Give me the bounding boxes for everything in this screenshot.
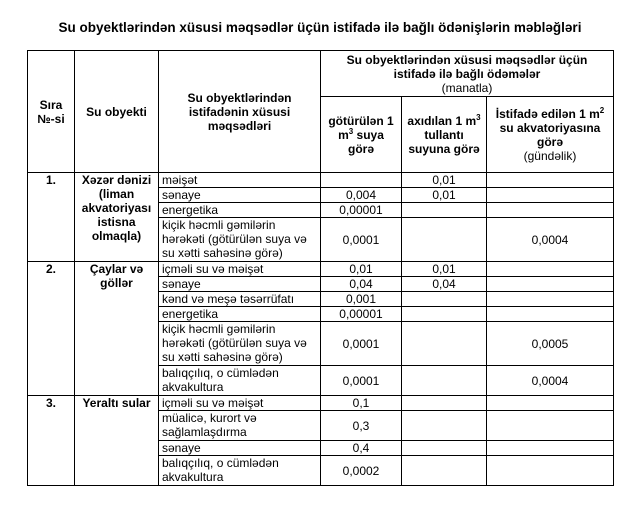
row-number: 3.: [28, 396, 75, 486]
usage-purpose: içməli su və məişət: [159, 262, 321, 277]
intake-fee: 0,00001: [321, 307, 402, 322]
usage-purpose: sənaye: [159, 277, 321, 292]
row-number: 1.: [28, 173, 75, 262]
discharge-fee: [402, 218, 487, 262]
discharge-fee: [402, 411, 487, 441]
discharge-fee: [402, 292, 487, 307]
intake-fee: 0,01: [321, 262, 402, 277]
discharge-fee: 0,04: [402, 277, 487, 292]
intake-fee: 0,3: [321, 411, 402, 441]
header-area: İstifadə edilən 1 $m^2$ su akvatoriyasına görə (gündəlik): [487, 97, 614, 173]
header-water-object: Su obyekti: [75, 51, 159, 173]
water-object: Xəzər dənizi (liman akvatoriyası istisna olmaqla): [75, 173, 159, 262]
area-fee: [487, 262, 614, 277]
intake-fee: 0,1: [321, 396, 402, 411]
area-fee: 0,0004: [487, 366, 614, 396]
header-payments-group: [321, 51, 614, 97]
usage-purpose: energetika: [159, 307, 321, 322]
header-area-daily: (gündəlik): [523, 148, 577, 163]
area-fee: 0,0004: [487, 218, 614, 262]
usage-purpose: kiçik həcmli gəmilərin hərəkəti (götürülən suya və su xətti sahəsinə görə): [159, 322, 321, 366]
intake-fee: 0,04: [321, 277, 402, 292]
usage-purpose: məişət: [159, 173, 321, 188]
area-fee: [487, 292, 614, 307]
header-intake: götürülən 1 $m^3$ suya görə: [321, 97, 402, 173]
discharge-fee: [402, 366, 487, 396]
usage-purpose: sənaye: [159, 188, 321, 203]
usage-purpose: balıqçılıq, o cümlədən akvakultura: [159, 456, 321, 486]
discharge-fee: 0,01: [402, 173, 487, 188]
intake-fee: 0,0001: [321, 366, 402, 396]
discharge-fee: [402, 441, 487, 456]
intake-fee: 0,004: [321, 188, 402, 203]
intake-fee: 0,0001: [321, 322, 402, 366]
area-fee: [487, 396, 614, 411]
intake-fee: 0,4: [321, 441, 402, 456]
usage-purpose: kənd və meşə təsərrüfatı: [159, 292, 321, 307]
intake-fee: 0,00001: [321, 203, 402, 218]
area-fee: [487, 441, 614, 456]
usage-purpose: içməli su və məişət: [159, 396, 321, 411]
header-number: Sıra №-si: [28, 51, 75, 173]
header-discharge: axıdılan 1 $m^3$ tullantı suyuna görə: [402, 97, 487, 173]
usage-purpose: sənaye: [159, 441, 321, 456]
usage-purpose: müalicə, kurort və sağlamlaşdırma: [159, 411, 321, 441]
usage-purpose: energetika: [159, 203, 321, 218]
usage-purpose: kiçik həcmli gəmilərin hərəkəti (götürülən suya və su xətti sahəsinə görə): [159, 218, 321, 262]
water-object: Çaylar və göllər: [75, 262, 159, 396]
area-fee: [487, 203, 614, 218]
area-fee: [487, 188, 614, 203]
discharge-fee: [402, 322, 487, 366]
discharge-fee: 0,01: [402, 188, 487, 203]
area-fee: [487, 411, 614, 441]
page-title: Su obyektlərindən xüsusi məqsədlər üçün istifadə ilə bağlı ödənişlərin məbləğləri: [58, 20, 582, 35]
area-fee: [487, 173, 614, 188]
intake-fee: 0,0001: [321, 218, 402, 262]
discharge-fee: [402, 307, 487, 322]
header-payments-units: (manatla): [441, 80, 493, 95]
intake-fee: [321, 173, 402, 188]
area-fee: [487, 307, 614, 322]
water-object: Yeraltı sular: [75, 396, 159, 486]
discharge-fee: [402, 396, 487, 411]
table-row: [28, 173, 614, 188]
area-fee: [487, 277, 614, 292]
row-number: 2.: [28, 262, 75, 396]
area-fee: [487, 456, 614, 486]
area-fee: 0,0005: [487, 322, 614, 366]
fees-table: [27, 50, 614, 486]
header-payments-title: Su obyektlərindən xüsusi məqsədlər üçün istifadə ilə bağlı ödəmələr: [346, 52, 588, 81]
usage-purpose: balıqçılıq, o cümlədən akvakultura: [159, 366, 321, 396]
table-row: [28, 262, 614, 277]
header-purpose: Su obyektlərindən istifadənin xüsusi məqsədləri: [159, 51, 321, 173]
discharge-fee: [402, 456, 487, 486]
intake-fee: 0,0002: [321, 456, 402, 486]
table-row: [28, 396, 614, 411]
discharge-fee: 0,01: [402, 262, 487, 277]
intake-fee: 0,001: [321, 292, 402, 307]
discharge-fee: [402, 203, 487, 218]
